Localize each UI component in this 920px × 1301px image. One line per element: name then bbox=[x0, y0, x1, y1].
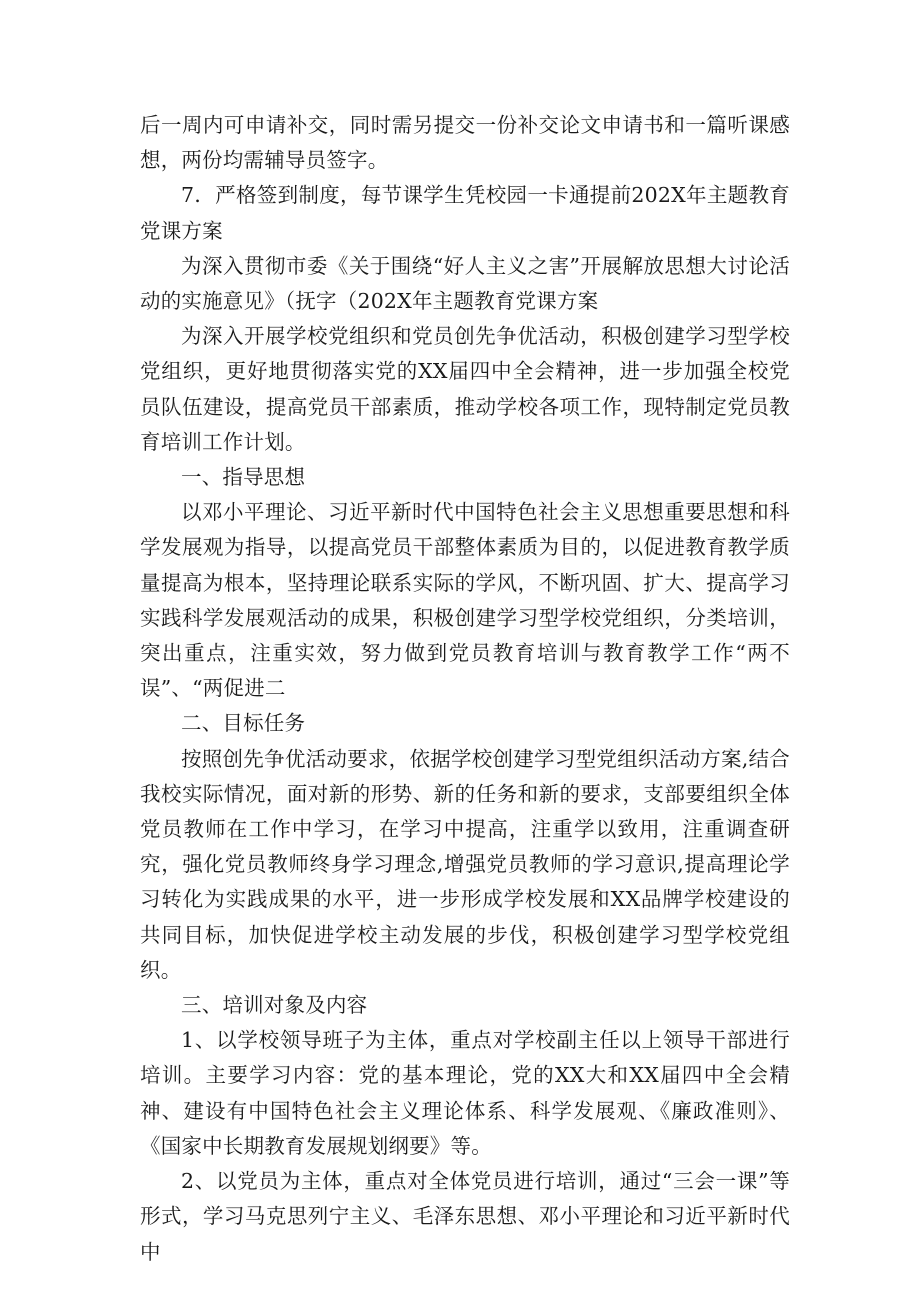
document-body bbox=[140, 108, 790, 1270]
section-heading-goals: 二、目标任务 bbox=[181, 711, 306, 736]
section-heading-training-targets: 三、培训对象及内容 bbox=[181, 993, 368, 1018]
paragraph-10: 1、以学校领导班子为主体，重点对学校副主任以上领导干部进行培训。主要学习内容：党的基本理论，党的XX大和XX届四中全会精神、建设有中国特色社会主义理论体系、科学发展观、《廉政准则》、《国家中长期教育发展规划纲要》等。 bbox=[140, 1028, 790, 1158]
paragraph-11: 2、以党员为主体，重点对全体党员进行培训，通过“三会一课”等形式，学习马克思列宁主义、毛泽东思想、邓小平理论和习近平新时代中 bbox=[140, 1169, 790, 1264]
paragraph-4: 为深入开展学校党组织和党员创先争优活动，积极创建学习型学校党组织，更好地贯彻落实党的XX届四中全会精神，进一步加强全校党员队伍建设，提高党员干部素质，推动学校各项工作，现特制定党员教育培训工作计划。 bbox=[140, 324, 790, 454]
paragraph-3: 为深入贯彻市委《关于围绕“好人主义之害”开展解放思想大讨论活动的实施意见》（抚字（202X年主题教育党课方案 bbox=[140, 253, 790, 314]
paragraph-8: 按照创先争优活动要求，依据学校创建学习型党组织活动方案,结合我校实际情况，面对新的形势、新的任务和新的要求，支部要组织全体党员教师在工作中学习，在学习中提高，注重学以致用，注重调查研究，强化党员教师终身学习理念,增强党员教师的学习意识,提高理论学习转化为实践成果的水平，进一步形成学校发展和XX品牌学校建设的共同目标，加快促进学校主动发展的步伐，积极创建学习型学校党组织。 bbox=[140, 746, 790, 982]
section-heading-guiding-ideology: 一、指导思想 bbox=[181, 465, 306, 490]
paragraph-1: 后一周内可申请补交，同时需另提交一份补交论文申请书和一篇听课感想，两份均需辅导员签字。 bbox=[140, 113, 790, 173]
paragraph-6: 以邓小平理论、习近平新时代中国特色社会主义思想重要思想和科学发展观为指导，以提高党员干部整体素质为目的，以促进教育教学质量提高为根本，坚持理论联系实际的学风，不断巩固、扩大、提高学习实践科学发展观活动的成果，积极创建学习型学校党组织，分类培训，突出重点，注重实效，努力做到党员教育培训与教育教学工作“两不误”、“两促进二 bbox=[140, 500, 790, 701]
paragraph-2: 7．严格签到制度，每节课学生凭校园一卡通提前202X年主题教育党课方案 bbox=[140, 183, 790, 243]
